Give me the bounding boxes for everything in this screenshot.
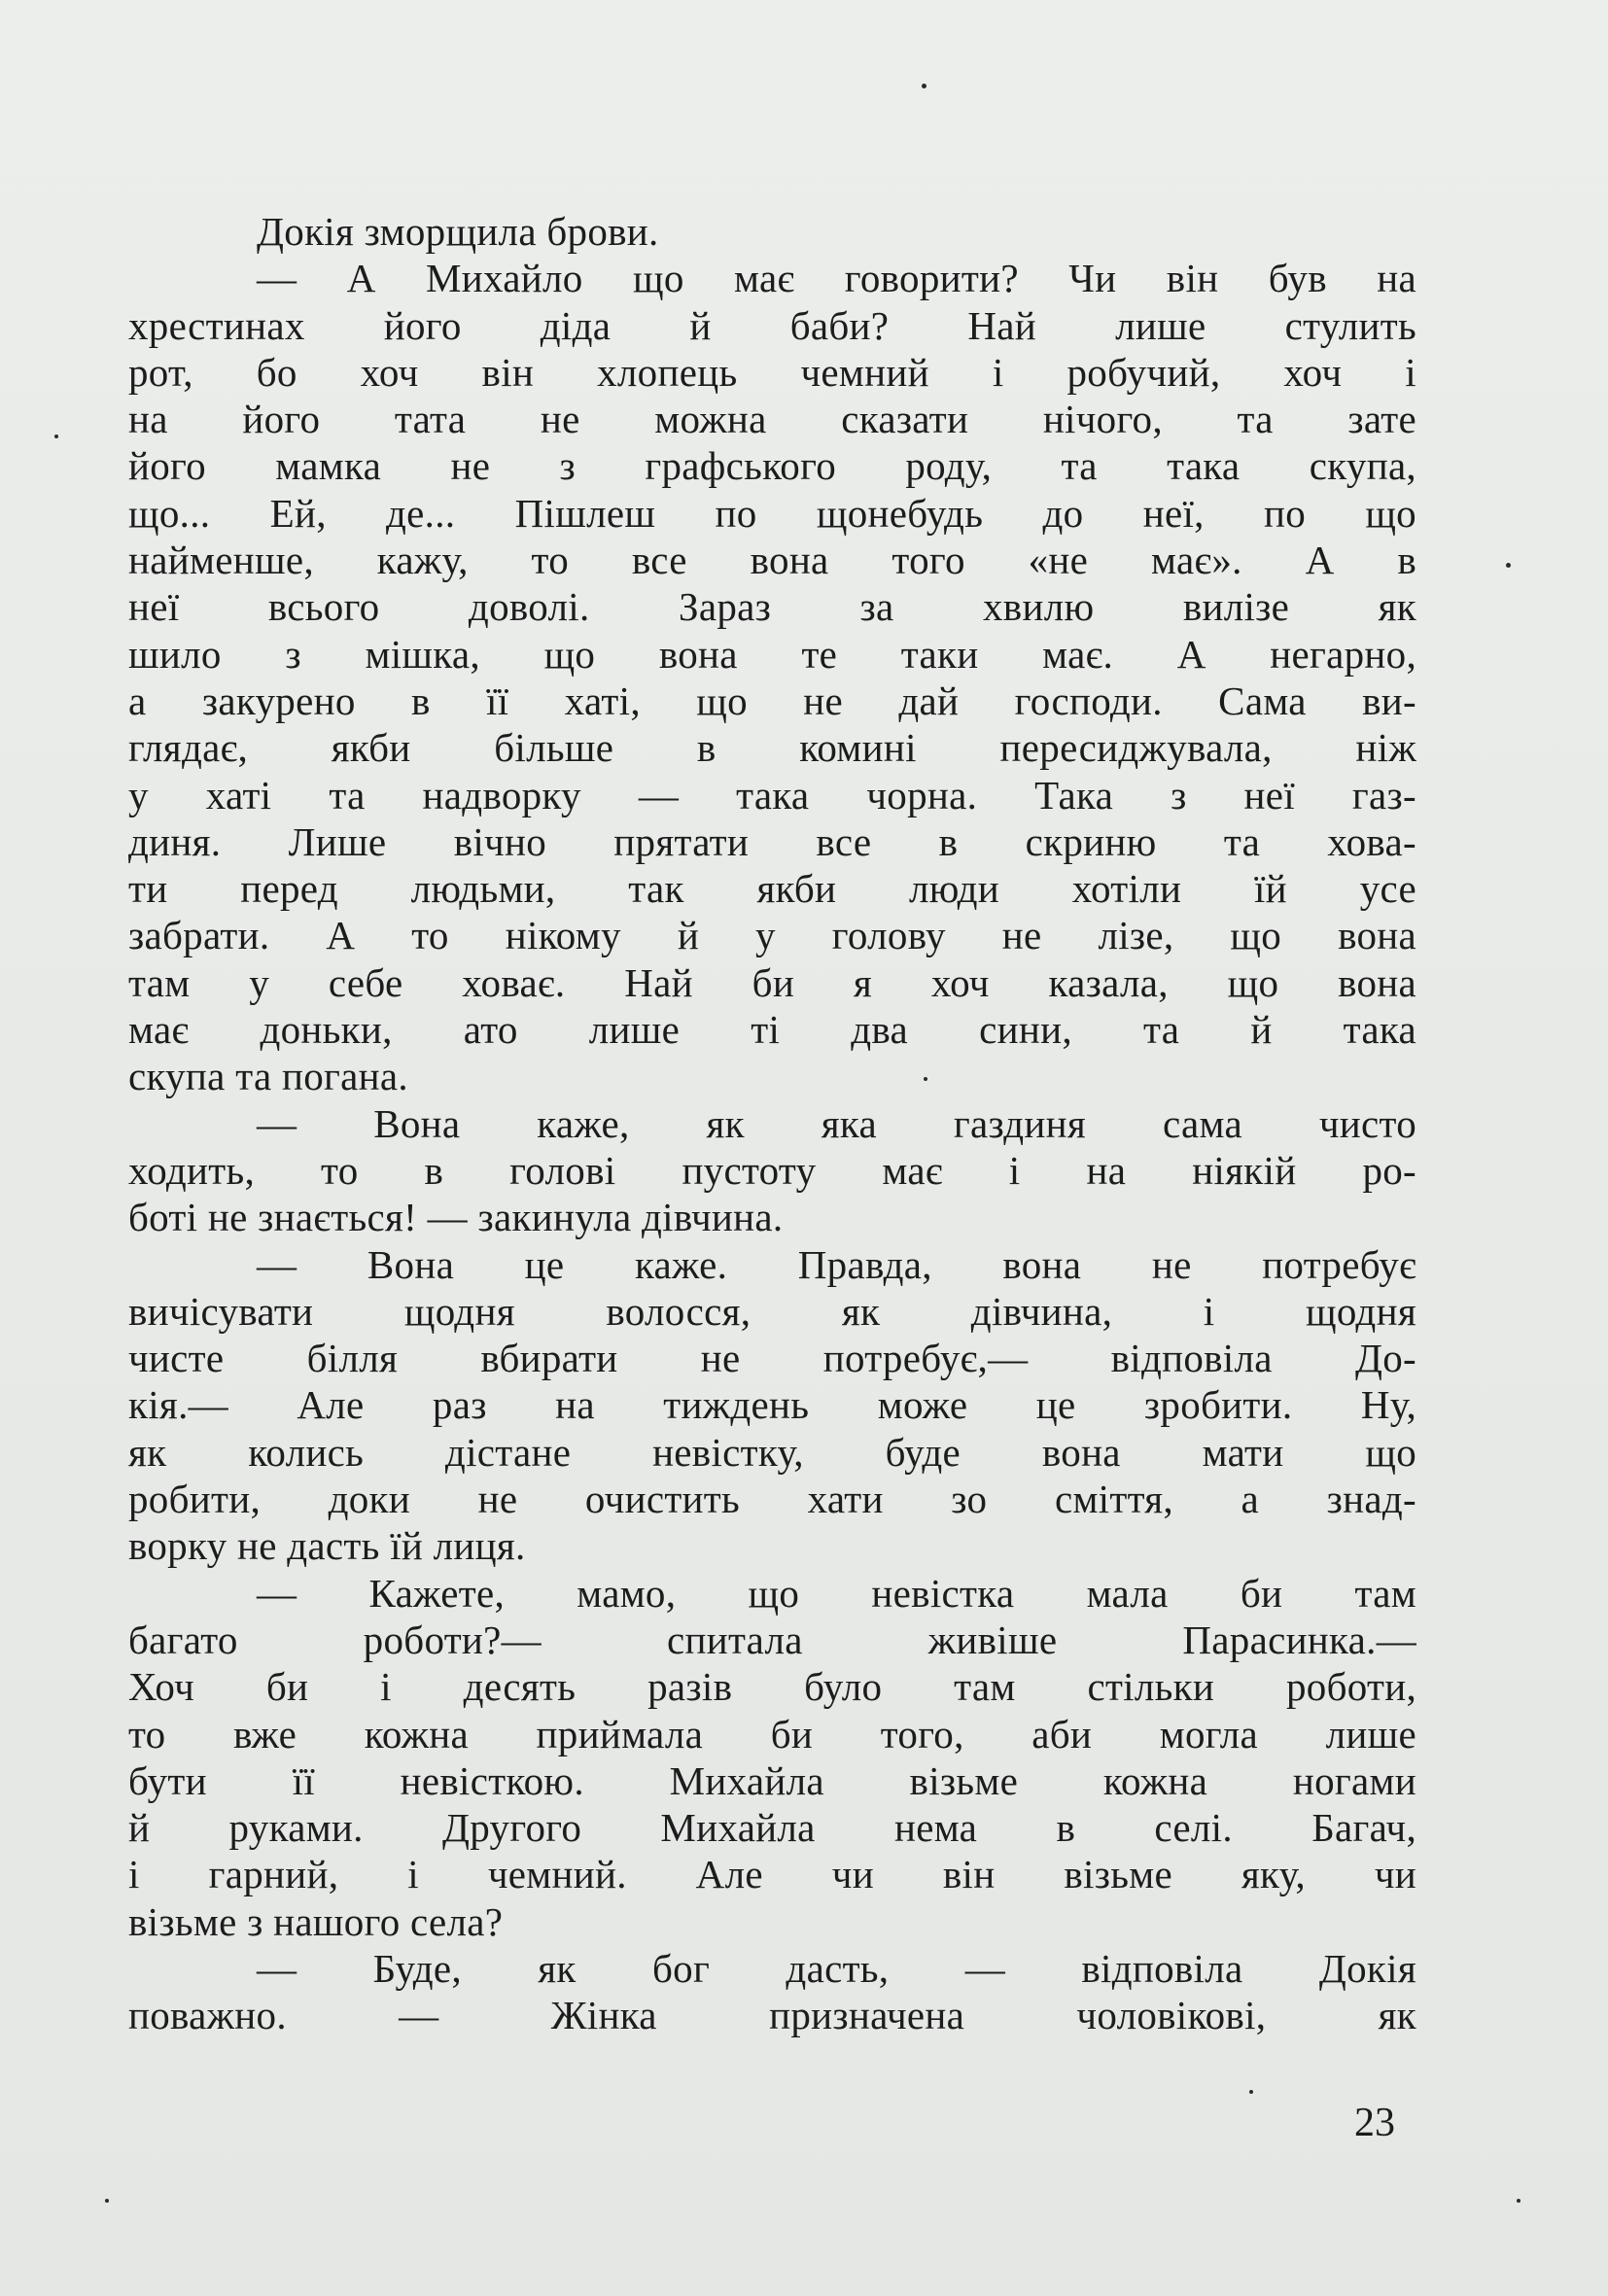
page-number: 23: [1354, 2101, 1395, 2145]
text-line: ворку не дасть їй лиця.: [128, 1523, 526, 1569]
text-line: має доньки, ато лише ті два сини, та й така: [128, 1007, 1416, 1053]
text-line: що... Ей, де... Пішлеш по щонебудь до неї, по що: [128, 490, 1416, 536]
text-line: його мамка не з графського роду, та така скупа,: [128, 443, 1416, 489]
text-line: то вже кожна приймала би того, аби могла лише: [128, 1711, 1416, 1757]
text-line: ти перед людьми, так якби люди хотіли їй усе: [128, 866, 1416, 912]
text-line: — Кажете, мамо, що невістка мала би там: [257, 1570, 1416, 1616]
print-speck: [54, 435, 58, 438]
text-line: там у себе ховає. Най би я хоч казала, що вона: [128, 959, 1416, 1005]
text-line: найменше, кажу, то все вона того «не має». А в: [128, 538, 1416, 583]
text-line: — Вона каже, як яка газдиня сама чисто: [257, 1100, 1416, 1146]
text-line: неї всього доволі. Зараз за хвилю вилізе як: [128, 584, 1416, 630]
text-line: як колись дістане невістку, буде вона мати що: [128, 1429, 1416, 1475]
text-line: кія.— Але раз на тиждень може це зробити. Ну,: [128, 1382, 1416, 1428]
text-line: — Вона це каже. Правда, вона не потребує: [257, 1241, 1416, 1287]
text-line: рот, бо хоч він хлопець чемний і робучий, хоч і: [128, 349, 1416, 395]
text-line: Докія зморщила брови.: [257, 209, 659, 254]
text-line: Хоч би і десять разів було там стільки роботи,: [128, 1664, 1416, 1710]
print-speck: [924, 1077, 927, 1081]
text-line: а закурено в її хаті, що не дай господи. Сама ви-: [128, 678, 1416, 723]
page-body-text: [128, 208, 1416, 2039]
text-line: чисте білля вбирати не потребує,— відповіла До-: [128, 1336, 1416, 1381]
text-line: багато роботи?— спитала живіше Парасинка.—: [128, 1617, 1416, 1662]
text-line: візьме з нашого села?: [128, 1898, 504, 1944]
text-line: поважно. — Жінка призначена чоловікові, як: [128, 1993, 1416, 2038]
print-speck: [105, 2199, 109, 2203]
print-speck: [1249, 2090, 1253, 2094]
text-line: у хаті та надворку — така чорна. Така з неї газ-: [128, 772, 1416, 818]
text-line: скупа та погана.: [128, 1054, 408, 1099]
text-line: — А Михайло що має говорити? Чи він був на: [257, 256, 1416, 301]
text-line: глядає, якби більше в комині пересиджувала, ніж: [128, 725, 1416, 771]
text-line: бути її невісткою. Михайла візьме кожна ногами: [128, 1757, 1416, 1803]
print-speck: [1517, 2199, 1521, 2203]
text-line: й руками. Другого Михайла нема в селі. Багач,: [128, 1805, 1416, 1851]
print-speck: [1506, 563, 1511, 568]
print-speck: [922, 84, 926, 88]
text-line: — Буде, як бог дасть, — відповіла Докія: [257, 1945, 1416, 1991]
text-line: забрати. А то нікому й у голову не лізе, що вона: [128, 913, 1416, 958]
text-line: і гарний, і чемний. Але чи він візьме яку, чи: [128, 1852, 1416, 1897]
text-line: на його тата не можна сказати нічого, та зате: [128, 397, 1416, 442]
text-line: хрестинах його діда й баби? Най лише стулить: [128, 302, 1416, 348]
text-line: вичісувати щодня волосся, як дівчина, і щодня: [128, 1288, 1416, 1334]
text-line: ходить, то в голові пустоту має і на ніякій ро-: [128, 1147, 1416, 1193]
text-line: боті не знається! — закинула дівчина.: [128, 1195, 784, 1240]
text-line: шило з мішка, що вона те таки має. А негарно,: [128, 631, 1416, 677]
text-line: робити, доки не очистить хати зо сміття, а знад-: [128, 1477, 1416, 1522]
text-line: диня. Лише вічно прятати все в скриню та хова-: [128, 818, 1416, 864]
